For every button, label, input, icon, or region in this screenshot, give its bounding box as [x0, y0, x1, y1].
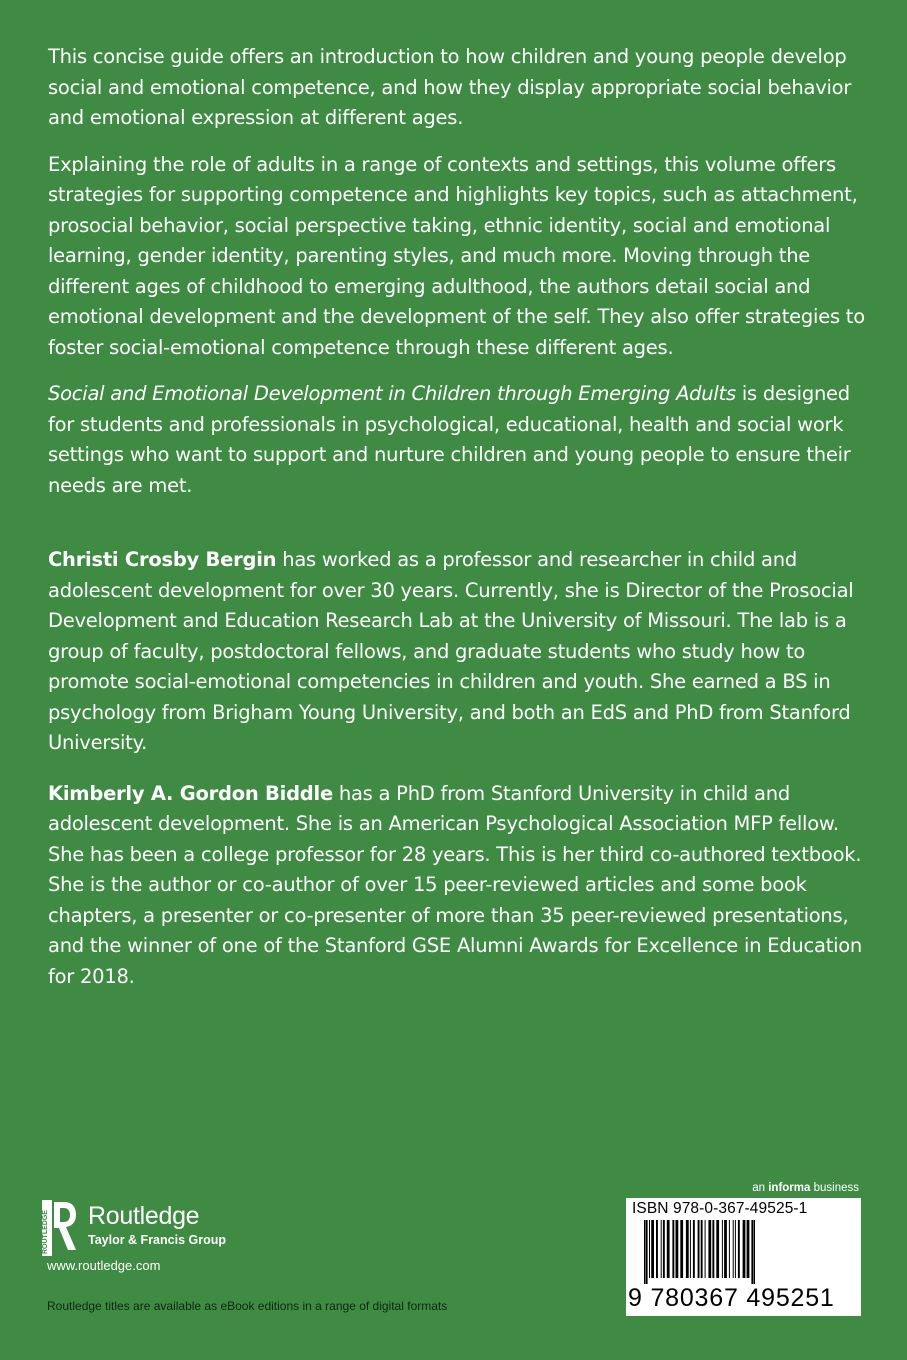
barcode-bars	[630, 1220, 857, 1284]
barcode-bar	[753, 1220, 755, 1284]
publisher-group: Taylor & Francis Group	[88, 1233, 226, 1247]
author-name-1: Christi Crosby Bergin	[48, 548, 277, 571]
barcode-bar	[686, 1220, 689, 1278]
logo-vertical-text: ROUTLEDGE	[42, 1210, 49, 1254]
barcode-bar	[656, 1220, 658, 1278]
barcode-bar	[716, 1220, 719, 1278]
barcode-bar	[693, 1220, 695, 1278]
barcode-bar	[722, 1220, 723, 1278]
barcode-bar	[747, 1220, 750, 1278]
blurb-paragraph-3	[48, 379, 868, 501]
author-bio-text-1: has worked as a professor and researcher in child and adolescent development for over 30 years. Currently, she is Director of the Prosocial Development and Education Research Lab at the University of Missouri. The lab is a group of faculty, postdoctoral fellows, and graduate students who study how to promote social-emotional competencies in children and youth. She earned a BS in psychology from Brigham Young University, and both an EdS and PhD from Stanford University.	[48, 548, 854, 754]
informa-business	[752, 1182, 859, 1194]
publisher-website[interactable]: www.routledge.com	[47, 1258, 161, 1273]
ebook-note: Routledge titles are available as eBook editions in a range of digital formats	[47, 1299, 448, 1313]
barcode-bar	[698, 1220, 700, 1278]
barcode-digits: 9 780367 495251	[628, 1284, 835, 1312]
barcode-bar	[690, 1220, 691, 1278]
barcode-bar	[644, 1220, 646, 1284]
blurb-paragraph-1: This concise guide offers an introduction to how children and young people develop social and emotional competence, and how they display appropriate social behavior and emotional expression at different ages.	[48, 45, 852, 129]
barcode-bar	[724, 1220, 727, 1278]
barcode-bar	[705, 1220, 706, 1278]
author-bio-2	[48, 779, 868, 993]
routledge-r-icon	[42, 1200, 78, 1256]
barcode-bar	[729, 1220, 730, 1278]
book-title: Social and Emotional Development in Children through Emerging Adults	[48, 382, 736, 405]
barcode-bar	[701, 1220, 703, 1278]
barcode-bar	[708, 1220, 711, 1278]
barcode-bar	[680, 1220, 683, 1278]
barcode-bar	[735, 1220, 736, 1278]
informa-brand: informa	[768, 1182, 811, 1194]
barcode-box	[626, 1198, 861, 1316]
barcode-bar	[663, 1220, 665, 1278]
barcode-bar	[646, 1220, 648, 1284]
author-bio-text-2: has a PhD from Stanford University in child and adolescent development. She is an American Psychological Association MFP fellow. She has been a college professor for 28 years. This is her third co-authored textbook. She is the author or co-author of over 15 peer-reviewed articles and some book chapters, a presenter or co-presenter of more than 35 peer-reviewed presentations, and the winner of one of the Stanford GSE Alumni Awards for Excellence in Education for 2018.	[48, 781, 863, 988]
author-bio-1	[48, 545, 868, 759]
publisher-logo	[40, 1200, 280, 1260]
barcode-bar	[712, 1220, 714, 1278]
blurb-paragraph-3-text: is designed for students and professionals in psychological, educational, health and social work settings who want to support and nurture children and young people to ensure their needs are met.	[48, 382, 851, 497]
informa-prefix: an	[752, 1182, 769, 1194]
barcode-bar	[672, 1220, 674, 1278]
barcode-bar	[651, 1220, 654, 1278]
barcode-bar	[743, 1220, 746, 1278]
isbn-label: ISBN 978-0-367-49525-1	[632, 1200, 808, 1217]
informa-suffix: business	[810, 1182, 859, 1194]
blurb-paragraph-2: Explaining the role of adults in a range of contexts and settings, this volume offers strategies for supporting competence and highlights key topics, such as attachment, prosocial behavior, social perspective taking, ethnic identity, social and emotional learning, gender identity, parenting styles, and much more. Moving through the different ages of childhood to emerging adulthood, the authors detail social and emotional development and the development of the self. They also offer strategies to foster social-emotional competence through these different ages.	[48, 152, 865, 359]
barcode-bar	[751, 1220, 753, 1284]
barcode-bar	[649, 1220, 650, 1278]
barcode-bar	[661, 1220, 662, 1278]
barcode-bar	[676, 1220, 679, 1278]
blurb	[48, 42, 868, 1008]
barcode-bar	[733, 1220, 734, 1278]
barcode-bar	[667, 1220, 670, 1278]
author-name-2: Kimberly A. Gordon Biddle	[48, 781, 333, 805]
publisher-name: Routledge	[88, 1202, 200, 1230]
barcode-bar	[738, 1220, 740, 1278]
